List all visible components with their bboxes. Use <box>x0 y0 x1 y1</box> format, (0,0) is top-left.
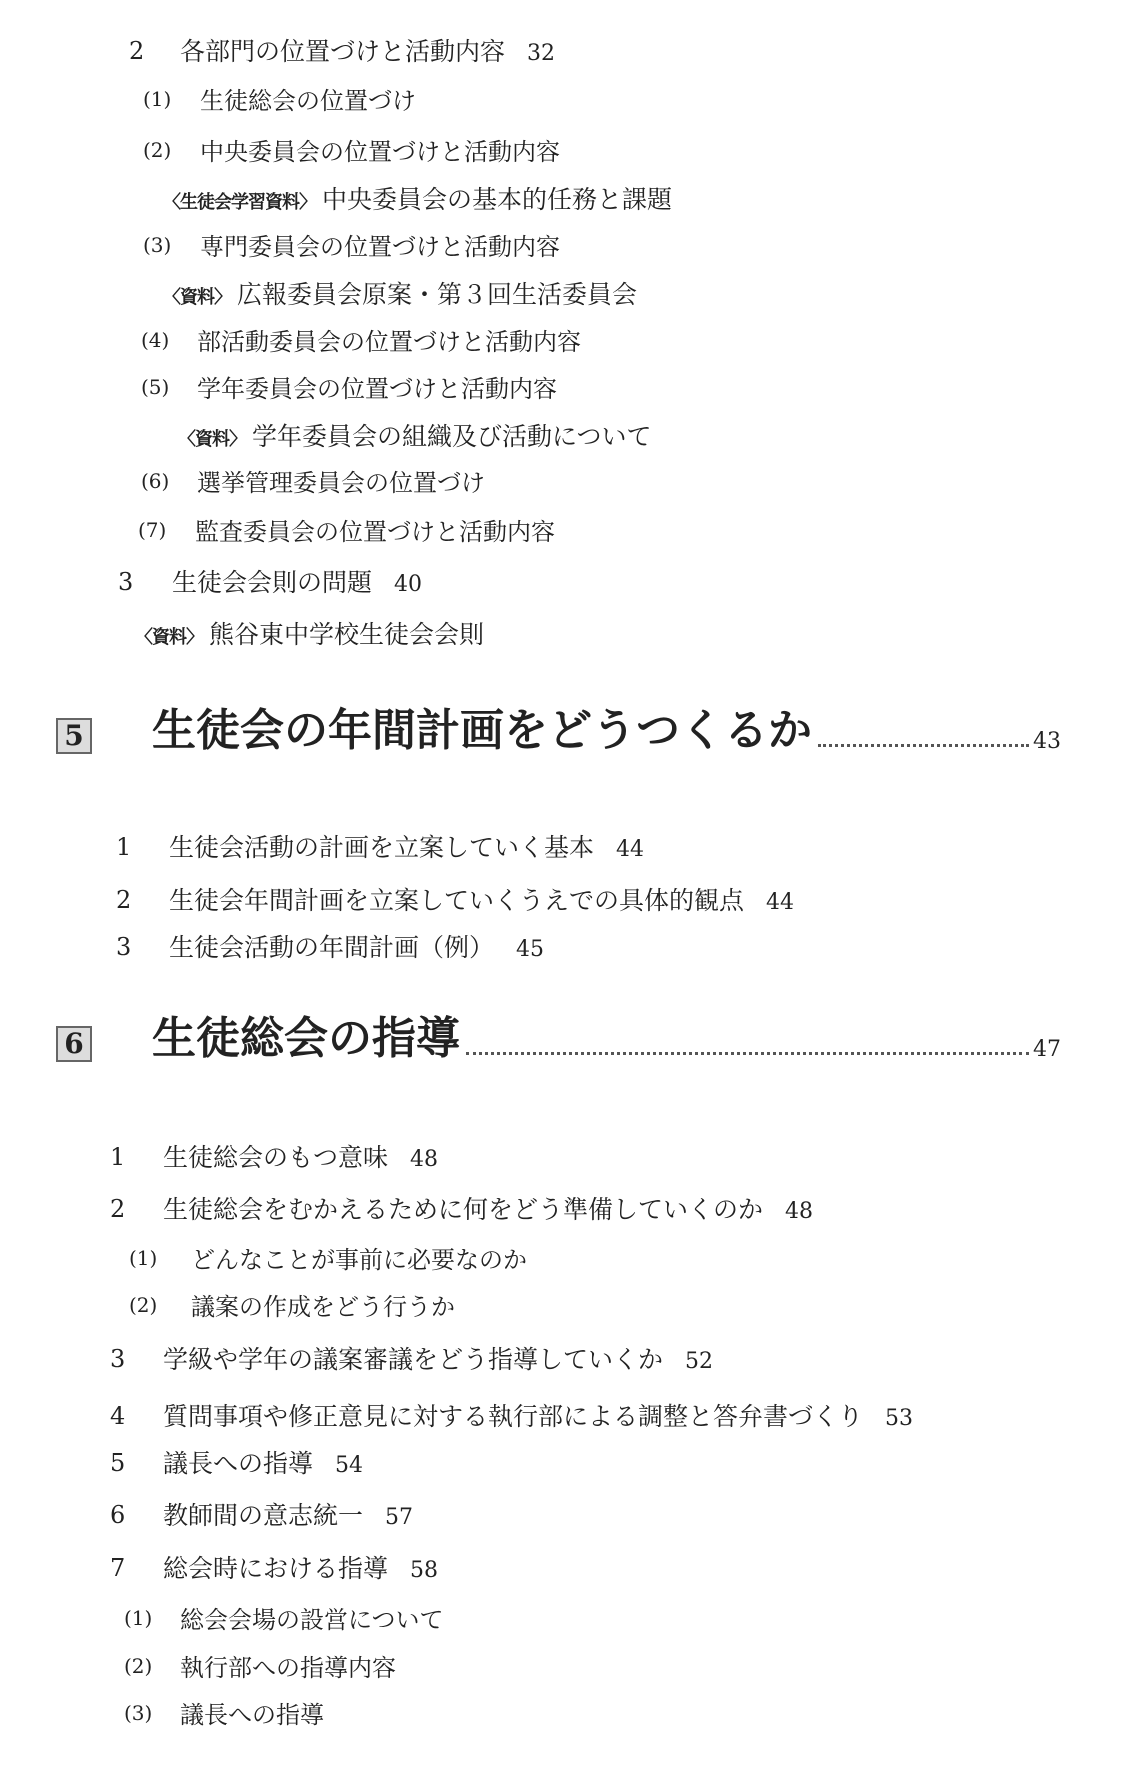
dot-leader <box>466 1052 1029 1055</box>
entry-title: 部活動委員会の位置づけと活動内容 <box>197 328 581 356</box>
page-number: 45 <box>516 937 545 962</box>
entry-text <box>135 622 484 647</box>
entry-number: (1) <box>124 1606 153 1630</box>
entry-text <box>180 1608 444 1632</box>
entry-title: 議長への指導 <box>163 1449 314 1478</box>
page-number: 47 <box>1033 1037 1061 1062</box>
entry-text <box>163 1347 713 1373</box>
entry-number: (4) <box>141 328 170 352</box>
entry-text <box>169 888 794 914</box>
entry-title: 広報委員会原案・第３回生活委員会 <box>237 280 638 309</box>
entry-text <box>163 1404 913 1430</box>
entry-title: 議案の作成をどう行うか <box>191 1293 455 1321</box>
entry-title: 学年委員会の位置づけと活動内容 <box>197 375 557 403</box>
entry-title: 監査委員会の位置づけと活動内容 <box>195 518 555 546</box>
entry-title: 熊谷東中学校生徒会会則 <box>209 620 485 649</box>
entry-number: 3 <box>110 1345 126 1373</box>
entry-title: 生徒総会の位置づけ <box>200 87 416 115</box>
entry-number: 1 <box>116 833 132 861</box>
entry-number: (6) <box>141 469 170 493</box>
page-number: 44 <box>616 837 645 862</box>
entry-text <box>163 1197 813 1223</box>
entry-text <box>163 282 637 307</box>
entry-number: (1) <box>143 87 172 111</box>
entry-number: (5) <box>141 375 170 399</box>
entry-title: 総会時における指導 <box>163 1554 389 1583</box>
reference-label: 〈資料〉 <box>135 627 203 648</box>
entry-number: (7) <box>138 518 167 542</box>
entry-text <box>180 1703 324 1727</box>
page-number: 53 <box>885 1406 914 1431</box>
entry-text <box>163 1451 363 1477</box>
entry-title: 執行部への指導内容 <box>180 1654 396 1682</box>
entry-number: 3 <box>116 933 132 961</box>
page-number: 44 <box>766 890 795 915</box>
entry-text <box>172 570 422 596</box>
dot-leader <box>818 744 1029 747</box>
page-number: 48 <box>410 1147 439 1172</box>
entry-number: 5 <box>110 1449 126 1477</box>
entry-title: 生徒会年間計画を立案していくうえでの具体的観点 <box>169 886 745 915</box>
entry-title: 中央委員会の位置づけと活動内容 <box>200 138 560 166</box>
section-number-box: 5 <box>56 718 92 754</box>
entry-text <box>163 1556 438 1582</box>
entry-title: 生徒会活動の計画を立案していく基本 <box>169 833 595 862</box>
entry-text <box>178 424 652 449</box>
entry-text <box>195 520 555 544</box>
section-title: 生徒会の年間計画をどうつくるか <box>152 705 812 756</box>
entry-number: (2) <box>124 1654 153 1678</box>
entry-number: 1 <box>110 1143 126 1171</box>
page-number: 57 <box>385 1505 414 1530</box>
entry-text <box>191 1295 455 1319</box>
page-number: 32 <box>527 41 556 66</box>
entry-text <box>197 471 485 495</box>
page-number: 40 <box>394 572 423 597</box>
entry-title: 専門委員会の位置づけと活動内容 <box>200 233 560 261</box>
reference-label: 〈生徒会学習資料〉 <box>163 192 316 213</box>
section-title: 生徒総会の指導 <box>152 1013 460 1064</box>
entry-number: 2 <box>116 886 132 914</box>
reference-label: 〈資料〉 <box>163 287 231 308</box>
section-title-line <box>152 1013 1061 1064</box>
entry-title: 選挙管理委員会の位置づけ <box>197 469 485 497</box>
entry-number: 4 <box>110 1402 126 1430</box>
section-number-box: 6 <box>56 1026 92 1062</box>
entry-number: (2) <box>143 138 172 162</box>
section-title-line <box>152 705 1061 756</box>
entry-number: 2 <box>110 1195 126 1223</box>
entry-number: (2) <box>129 1293 158 1317</box>
entry-title: 質問事項や修正意見に対する執行部による調整と答弁書づくり <box>163 1402 864 1431</box>
entry-text <box>180 39 555 65</box>
entry-number: (3) <box>143 233 172 257</box>
entry-text <box>200 140 560 164</box>
page-number: 54 <box>335 1453 364 1478</box>
entry-text <box>197 330 581 354</box>
entry-title: どんなことが事前に必要なのか <box>191 1246 527 1274</box>
entry-number: 6 <box>110 1501 126 1529</box>
reference-label: 〈資料〉 <box>178 429 246 450</box>
entry-number: (1) <box>129 1246 158 1270</box>
entry-text <box>163 187 672 212</box>
entry-title: 総会会場の設営について <box>180 1606 444 1634</box>
entry-title: 生徒総会をむかえるために何をどう準備していくのか <box>163 1195 764 1224</box>
entry-number: 3 <box>118 568 134 596</box>
page-number: 48 <box>785 1199 814 1224</box>
entry-number: 2 <box>129 37 145 65</box>
entry-text <box>191 1248 527 1272</box>
entry-text <box>200 235 560 259</box>
entry-text <box>197 377 557 401</box>
entry-title: 生徒会会則の問題 <box>172 568 373 597</box>
page-number: 43 <box>1033 729 1061 754</box>
page-number: 52 <box>685 1349 714 1374</box>
entry-text <box>169 935 544 961</box>
entry-text <box>180 1656 396 1680</box>
page-number: 58 <box>410 1558 439 1583</box>
entry-number: 7 <box>110 1554 126 1582</box>
entry-title: 学級や学年の議案審議をどう指導していくか <box>163 1345 664 1374</box>
entry-number: (3) <box>124 1701 153 1725</box>
entry-title: 中央委員会の基本的任務と課題 <box>322 185 673 214</box>
entry-text <box>163 1145 438 1171</box>
entry-title: 議長への指導 <box>180 1701 324 1729</box>
entry-title: 各部門の位置づけと活動内容 <box>180 37 506 66</box>
entry-title: 学年委員会の組織及び活動について <box>252 422 652 451</box>
entry-title: 教師間の意志統一 <box>163 1501 364 1530</box>
entry-text <box>163 1503 413 1529</box>
entry-text <box>169 835 644 861</box>
entry-title: 生徒会活動の年間計画（例） <box>169 933 495 962</box>
entry-text <box>200 89 416 113</box>
entry-title: 生徒総会のもつ意味 <box>163 1143 389 1172</box>
